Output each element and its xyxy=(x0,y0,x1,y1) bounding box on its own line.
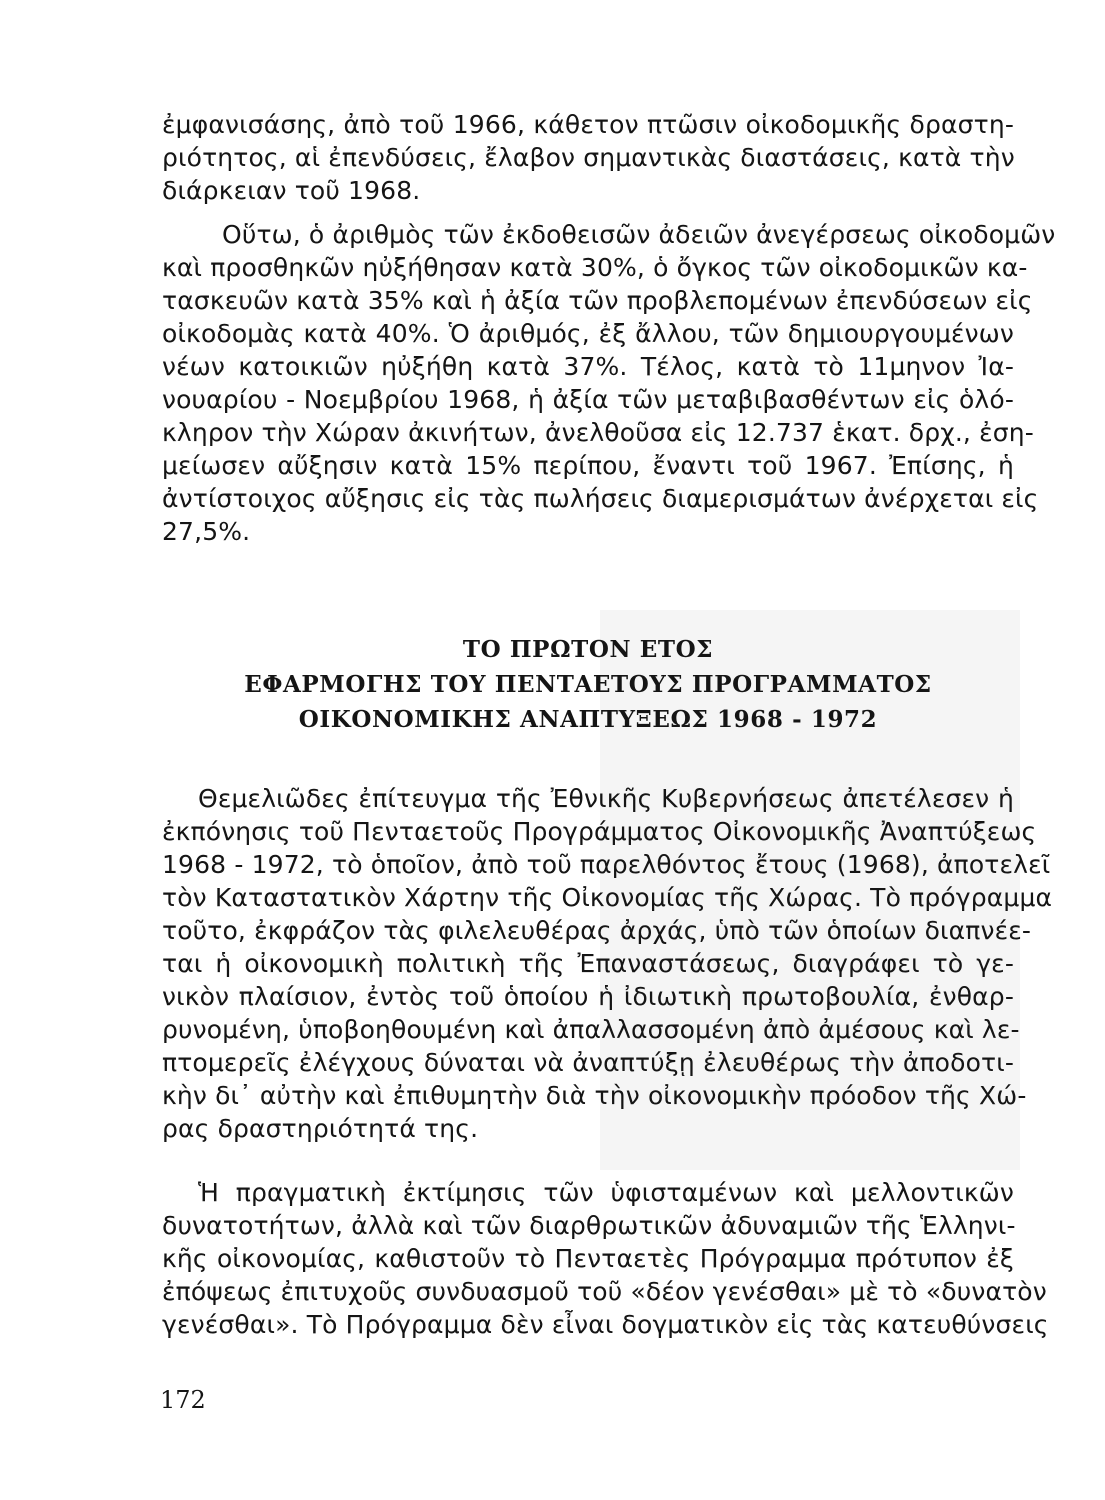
text-line: ριότητος, αἱ ἐπενδύσεις, ἔλαβον σημαντικὰς διαστάσεις, κατὰ τὴν xyxy=(162,143,1015,172)
text-line: ἐπόψεως ἐπιτυχοῦς συνδυασμοῦ τοῦ «δέον γενέσθαι» μὲ τὸ «δυνατὸν xyxy=(162,1277,1047,1306)
text-line: ται ἡ οἰκονομικὴ πολιτικὴ τῆς Ἐπαναστάσεως, διαγράφει τὸ γε- xyxy=(162,949,1014,978)
text-line: Θεμελιῶδες ἐπίτευγμα τῆς Ἐθνικῆς Κυβερνήσεως ἀπετέλεσεν ἡ xyxy=(198,784,1014,813)
paragraph-statistics xyxy=(162,218,1056,548)
text-line: τὸν Καταστατικὸν Χάρτην τῆς Οἰκονομίας τῆς Χώρας. Τὸ πρόγραμμα xyxy=(162,883,1053,912)
paragraph-assessment xyxy=(162,1176,1049,1341)
text-line: κὴν δι᾽ αὐτὴν καὶ ἐπιθυμητὴν διὰ τὴν οἰκονομικὴν πρόοδον τῆς Χώ- xyxy=(162,1081,1027,1110)
text-line: Ἡ πραγματικὴ ἐκτίμησις τῶν ὑφισταμένων καὶ μελλοντικῶν xyxy=(198,1178,1014,1207)
text-line: τοῦτο, ἐκφράζον τὰς φιλελευθέρας ἀρχάς, ὑπὸ τῶν ὁποίων διαπνέε- xyxy=(162,916,1032,945)
text-line: νέων κατοικιῶν ηὐξήθη κατὰ 37%. Τέλος, κατὰ τὸ 11μηνον Ἰα- xyxy=(162,352,1014,381)
text-line: πτομερεῖς ἐλέγχους δύναται νὰ ἀναπτύξῃ ἐλευθέρως τὴν ἀποδοτι- xyxy=(162,1048,1014,1077)
text-line: νουαρίου - Νοεμβρίου 1968, ἡ ἀξία τῶν μεταβιβασθέντων εἰς ὁλό- xyxy=(162,385,1014,414)
paragraph-continuation xyxy=(162,108,1014,207)
text-line: οἰκοδομὰς κατὰ 40%. Ὁ ἀριθμός, ἐξ ἄλλου, τῶν δημιουργουμένων xyxy=(162,319,1014,348)
text-line: τασκευῶν κατὰ 35% καὶ ἡ ἀξία τῶν προβλεπομένων ἐπενδύσεων εἰς xyxy=(162,286,1033,315)
heading-line: ΕΦΑΡΜΟΓΗΣ ΤΟΥ ΠΕΝΤΑΕΤΟΥΣ ΠΡΟΓΡΑΜΜΑΤΟΣ xyxy=(244,671,932,698)
text-line: δυνατοτήτων, ἀλλὰ καὶ τῶν διαρθρωτικῶν ἀδυναμιῶν τῆς Ἑλληνι- xyxy=(162,1211,1016,1240)
paragraph-program xyxy=(162,782,1053,1145)
text-line: κληρον τὴν Χώραν ἀκινήτων, ἀνελθοῦσα εἰς 12.737 ἑκατ. δρχ., ἐση- xyxy=(162,418,1034,447)
text-line: 27,5%. xyxy=(162,517,251,546)
text-line: ἐκπόνησις τοῦ Πενταετοῦς Προγράμματος Οἰκονομικῆς Ἀναπτύξεως xyxy=(162,817,1037,846)
text-line: ἀντίστοιχος αὔξησις εἰς τὰς πωλήσεις διαμερισμάτων ἀνέρχεται εἰς xyxy=(162,484,1039,513)
text-line: μείωσεν αὔξησιν κατὰ 15% περίπου, ἔναντι τοῦ 1967. Ἐπίσης, ἡ xyxy=(162,451,1014,480)
page-number: 172 xyxy=(160,1386,206,1414)
text-line: ἐμφανισάσης, ἀπὸ τοῦ 1966, κάθετον πτῶσιν οἰκοδομικῆς δραστη- xyxy=(162,110,1014,139)
section-heading xyxy=(162,632,1014,737)
heading-line: ΤΟ ΠΡΩΤΟΝ ΕΤΟΣ xyxy=(462,636,714,663)
text-line: ρυνομένη, ὑποβοηθουμένη καὶ ἀπαλλασσομένη ἀπὸ ἀμέσους καὶ λε- xyxy=(162,1015,1020,1044)
text-line: νικὸν πλαίσιον, ἐντὸς τοῦ ὁποίου ἡ ἰδιωτικὴ πρωτοβουλία, ἐνθαρ- xyxy=(162,982,1014,1011)
text-line: Οὕτω, ὁ ἀριθμὸς τῶν ἐκδοθεισῶν ἀδειῶν ἀνεγέρσεως οἰκοδομῶν xyxy=(222,220,1056,249)
text-line: ρας δραστηριότητά της. xyxy=(162,1114,479,1143)
text-line: διάρκειαν τοῦ 1968. xyxy=(162,176,421,205)
text-line: 1968 - 1972, τὸ ὁποῖον, ἀπὸ τοῦ παρελθόντος ἔτους (1968), ἀποτελεῖ xyxy=(162,850,1051,879)
heading-line: ΟΙΚΟΝΟΜΙΚΗΣ ΑΝΑΠΤΥΞΕΩΣ 1968 - 1972 xyxy=(298,706,878,733)
text-line: κῆς οἰκονομίας, καθιστοῦν τὸ Πενταετὲς Πρόγραμμα πρότυπον ἐξ xyxy=(162,1244,1014,1273)
text-line: γενέσθαι». Τὸ Πρόγραμμα δὲν εἶναι δογματικὸν εἰς τὰς κατευθύνσεις xyxy=(162,1310,1049,1339)
text-line: καὶ προσθηκῶν ηὐξήθησαν κατὰ 30%, ὁ ὄγκος τῶν οἰκοδομικῶν κα- xyxy=(162,253,1028,282)
